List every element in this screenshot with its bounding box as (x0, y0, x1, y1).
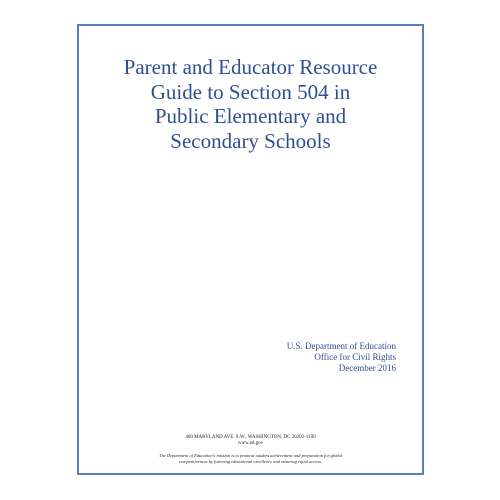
title-line-2: Guide to Section 504 in (150, 79, 351, 104)
department-name: U.S. Department of Education (286, 341, 396, 351)
office-name: Office for Civil Rights (314, 352, 396, 362)
cover-border-frame (77, 24, 424, 475)
mission-line-1: The Department of Education's mission is to promote student achievement and preparation for global (159, 453, 342, 458)
mission-statement (89, 453, 412, 465)
title-line-3: Public Elementary and (154, 104, 347, 128)
website-link[interactable]: www.ed.gov (237, 441, 264, 446)
publication-date: December 2016 (338, 363, 396, 373)
title-line-4: Secondary Schools (170, 128, 331, 153)
title-line-1: Parent and Educator Resource (123, 55, 378, 79)
document-title (79, 55, 422, 153)
address-block (79, 435, 422, 447)
agency-block (287, 341, 396, 374)
street-address: 400 MARYLAND AVE. S.W., WASHINGTON, DC 20202-1100 (185, 435, 316, 440)
mission-line-2: competitiveness by fostering educational excellence and ensuring equal access. (178, 459, 323, 464)
